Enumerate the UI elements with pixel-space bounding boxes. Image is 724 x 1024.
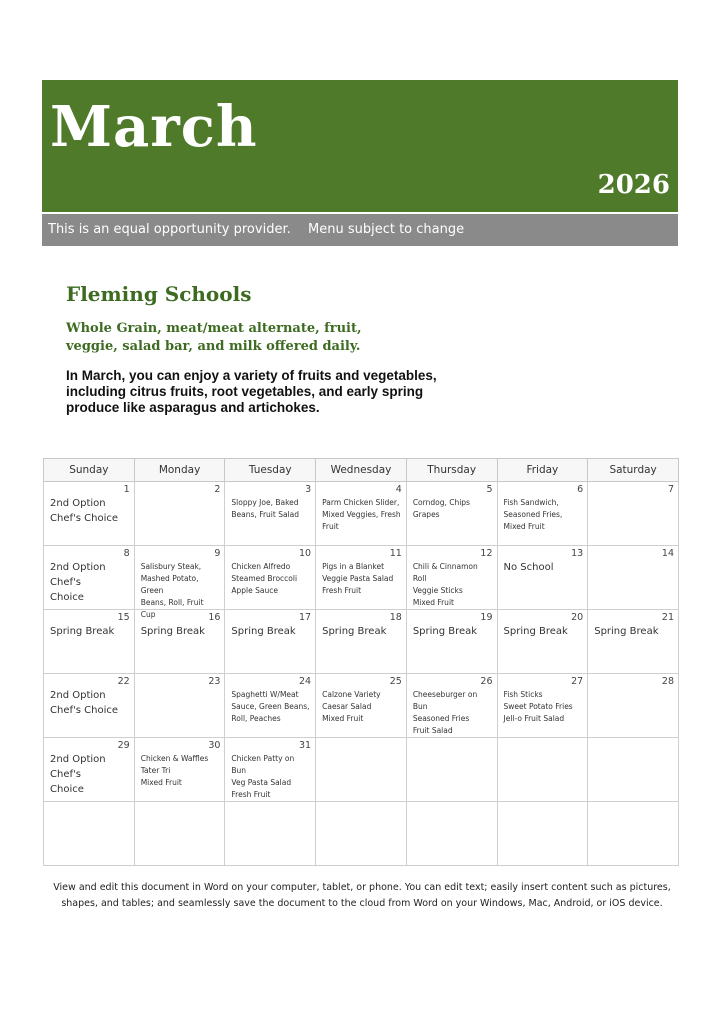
- day-menu: [413, 624, 493, 639]
- menu-line: Veggie Pasta Salad: [322, 574, 394, 583]
- menu-line: Grapes: [412, 510, 440, 519]
- calendar-day-cell: [225, 738, 316, 802]
- menu-line: Spring Break: [50, 626, 115, 637]
- calendar-day-cell: [225, 610, 316, 674]
- calendar-day-cell: [588, 482, 679, 546]
- calendar-day-cell: [134, 482, 225, 546]
- calendar-day-cell: [44, 738, 135, 802]
- notice-strip: [42, 214, 678, 246]
- day-menu: [322, 497, 402, 533]
- menu-line: Tater Tri: [140, 766, 171, 775]
- calendar-day-cell: [406, 802, 497, 866]
- day-number: 8: [123, 548, 130, 559]
- menu-line: 2nd Option: [50, 498, 106, 509]
- calendar-day-cell: [225, 546, 316, 610]
- day-menu: [231, 497, 311, 521]
- day-menu: [50, 496, 130, 526]
- day-menu: [141, 624, 221, 639]
- day-number: 19: [480, 612, 493, 623]
- day-menu: [231, 624, 311, 639]
- intro-text: In March, you can enjoy a variety of fruits and vegetables, including citrus fruits, root vegetables, and early spring produce like asparagus and artichokes.: [66, 368, 437, 415]
- calendar-day-cell: [316, 546, 407, 610]
- menu-line: Parm Chicken Slider,: [322, 498, 400, 507]
- day-number: 15: [117, 612, 130, 623]
- day-menu: [322, 624, 402, 639]
- calendar-day-cell: [44, 674, 135, 738]
- menu-line: Veg Pasta Salad: [231, 778, 292, 787]
- menu-line: Spring Break: [322, 626, 387, 637]
- day-number: 4: [395, 484, 402, 495]
- menu-line: Beans, Roll, Fruit Cup: [140, 598, 204, 619]
- calendar-day-cell: [225, 482, 316, 546]
- day-menu: [231, 561, 311, 597]
- menu-line: Steamed Broccoli: [231, 574, 298, 583]
- menu-line: Jell-o Fruit Salad: [503, 714, 565, 723]
- day-menu: [413, 689, 493, 737]
- day-number: 26: [480, 676, 493, 687]
- day-number: 3: [305, 484, 312, 495]
- day-menu: [504, 497, 584, 533]
- menu-line: Mixed Veggies, Fresh: [322, 510, 401, 519]
- calendar-day-cell: [406, 546, 497, 610]
- day-number: 12: [480, 548, 493, 559]
- menu-line: Sloppy Joe, Baked: [231, 498, 299, 507]
- weekday-header: Sunday: [44, 459, 135, 482]
- calendar-day-cell: [316, 802, 407, 866]
- menu-line: Fish Sandwich,: [503, 498, 559, 507]
- day-number: 17: [299, 612, 312, 623]
- day-number: 1: [123, 484, 130, 495]
- calendar-day-cell: [316, 674, 407, 738]
- day-number: 16: [208, 612, 221, 623]
- day-number: 2: [214, 484, 221, 495]
- day-menu: [50, 752, 130, 797]
- calendar-week-row: [44, 802, 679, 866]
- calendar-day-cell: [588, 610, 679, 674]
- weekday-header: Saturday: [588, 459, 679, 482]
- day-number: 22: [117, 676, 130, 687]
- calendar-day-cell: [497, 546, 588, 610]
- calendar-day-cell: [588, 674, 679, 738]
- day-menu: [413, 497, 493, 521]
- calendar-day-cell: [134, 738, 225, 802]
- day-number: 28: [661, 676, 674, 687]
- day-menu: [50, 688, 130, 718]
- calendar-day-cell: [134, 802, 225, 866]
- calendar-day-cell: [316, 610, 407, 674]
- day-number: 7: [667, 484, 674, 495]
- menu-line: 2nd Option Chef's: [50, 562, 106, 588]
- day-menu: [231, 753, 311, 801]
- day-number: 6: [577, 484, 584, 495]
- menu-line: Beans, Fruit Salad: [231, 510, 300, 519]
- menu-line: Veggie Sticks: [412, 586, 463, 595]
- menu-line: Roll, Peaches: [231, 714, 281, 723]
- day-number: 23: [208, 676, 221, 687]
- menu-line: Fresh Fruit: [322, 586, 362, 595]
- calendar-day-cell: [316, 738, 407, 802]
- school-name: Fleming Schools: [66, 282, 252, 306]
- day-number: 24: [299, 676, 312, 687]
- offered-daily-text: Whole Grain, meat/meat alternate, fruit, veggie, salad bar, and milk offered daily.: [66, 321, 362, 354]
- day-number: 29: [117, 740, 130, 751]
- menu-line: Salisbury Steak,: [140, 562, 202, 571]
- day-menu: [504, 624, 584, 639]
- menu-line: Chef's Choice: [50, 705, 118, 716]
- day-menu: [50, 624, 130, 639]
- calendar-body: [44, 482, 679, 866]
- calendar-day-cell: [316, 482, 407, 546]
- menu-line: Spring Break: [140, 626, 205, 637]
- equal-opportunity-notice: This is an equal opportunity provider.: [48, 222, 291, 237]
- calendar-day-cell: [225, 802, 316, 866]
- calendar-day-cell: [44, 546, 135, 610]
- menu-line: Seasoned Fries: [412, 714, 470, 723]
- menu-line: Fruit Salad: [412, 726, 453, 735]
- day-number: 10: [299, 548, 312, 559]
- menu-line: Spring Break: [231, 626, 296, 637]
- day-menu: [50, 560, 130, 605]
- menu-line: Spring Break: [412, 626, 478, 637]
- calendar-week-row: [44, 546, 679, 610]
- menu-line: Spring Break: [594, 626, 659, 637]
- menu-line: Cheeseburger on Bun: [412, 690, 478, 711]
- day-number: 31: [299, 740, 312, 751]
- calendar-day-cell: [588, 802, 679, 866]
- calendar-day-cell: [406, 482, 497, 546]
- calendar-day-cell: [588, 546, 679, 610]
- menu-change-notice: Menu subject to change: [308, 222, 465, 237]
- menu-line: Mixed Fruit: [322, 714, 364, 723]
- menu-line: Fresh Fruit: [231, 790, 271, 799]
- day-menu: [322, 689, 402, 725]
- menu-line: Mixed Fruit: [412, 598, 454, 607]
- calendar-day-cell: [406, 738, 497, 802]
- day-number: 13: [571, 548, 584, 559]
- menu-line: Chef's Choice: [50, 513, 118, 524]
- calendar-day-cell: [497, 802, 588, 866]
- menu-line: Chicken & Waffles: [140, 754, 209, 763]
- menu-line: Pigs in a Blanket: [322, 562, 385, 571]
- day-number: 18: [389, 612, 402, 623]
- day-number: 25: [389, 676, 402, 687]
- menu-line: Chicken Patty on Bun: [231, 754, 295, 775]
- calendar-day-cell: [588, 738, 679, 802]
- menu-line: Mixed Fruit: [503, 522, 545, 531]
- menu-calendar: [43, 458, 679, 866]
- calendar-day-cell: [134, 610, 225, 674]
- weekday-header: Wednesday: [316, 459, 407, 482]
- menu-line: Fish Sticks: [503, 690, 543, 699]
- day-menu: [322, 561, 402, 597]
- calendar-day-cell: [44, 610, 135, 674]
- day-menu: [504, 689, 584, 725]
- menu-line: Calzone Variety: [322, 690, 381, 699]
- month-banner: [42, 80, 678, 212]
- day-number: 30: [208, 740, 221, 751]
- menu-line: Caesar Salad: [322, 702, 372, 711]
- year-title: 2026: [597, 170, 670, 200]
- weekday-header: Thursday: [406, 459, 497, 482]
- menu-line: Apple Sauce: [231, 586, 278, 595]
- menu-line: Chicken Alfredo: [231, 562, 291, 571]
- menu-line: Chili & Cinnamon Roll: [412, 562, 478, 583]
- day-number: 27: [571, 676, 584, 687]
- calendar-day-cell: [497, 610, 588, 674]
- calendar-day-cell: [406, 674, 497, 738]
- weekday-header-row: [44, 459, 679, 482]
- menu-line: 2nd Option Chef's: [50, 754, 106, 780]
- menu-line: Seasoned Fries,: [503, 510, 563, 519]
- menu-line: 2nd Option: [50, 690, 106, 701]
- calendar-week-row: [44, 610, 679, 674]
- menu-line: Sauce, Green Beans,: [231, 702, 310, 711]
- weekday-header: Friday: [497, 459, 588, 482]
- day-number: 5: [486, 484, 493, 495]
- calendar-day-cell: [406, 610, 497, 674]
- calendar-week-row: [44, 738, 679, 802]
- menu-line: Corndog, Chips: [412, 498, 470, 507]
- menu-line: Spring Break: [503, 626, 568, 637]
- month-title: March: [50, 94, 258, 160]
- calendar-day-cell: [225, 674, 316, 738]
- weekday-header: Monday: [134, 459, 225, 482]
- day-menu: [594, 624, 674, 639]
- day-number: 21: [661, 612, 674, 623]
- menu-line: Choice: [50, 592, 84, 603]
- calendar-day-cell: [44, 482, 135, 546]
- day-number: 14: [661, 548, 674, 559]
- day-menu: [504, 560, 584, 575]
- day-number: 9: [214, 548, 221, 559]
- calendar-day-cell: [497, 738, 588, 802]
- calendar-day-cell: [134, 674, 225, 738]
- calendar-week-row: [44, 482, 679, 546]
- menu-line: Spaghetti W/Meat: [231, 690, 299, 699]
- calendar-day-cell: [44, 802, 135, 866]
- day-number: 20: [571, 612, 584, 623]
- day-menu: [141, 753, 221, 789]
- day-number: 11: [389, 548, 402, 559]
- weekday-header: Tuesday: [225, 459, 316, 482]
- calendar-day-cell: [497, 482, 588, 546]
- calendar-day-cell: [497, 674, 588, 738]
- menu-line: Mixed Fruit: [140, 778, 182, 787]
- menu-line: No School: [503, 562, 554, 573]
- footer-text: View and edit this document in Word on your computer, tablet, or phone. You can edit text; easily insert content such as pictures, shapes, and tables; and seamlessly save the document to the cloud from Word on your Windows, Mac, Android, or iOS device.: [53, 882, 671, 909]
- menu-line: Fruit: [322, 522, 339, 531]
- day-menu: [413, 561, 493, 609]
- menu-line: Choice: [50, 784, 84, 795]
- menu-line: Mashed Potato, Green: [140, 574, 199, 595]
- day-menu: [231, 689, 311, 725]
- calendar-week-row: [44, 674, 679, 738]
- menu-line: Sweet Potato Fries: [503, 702, 573, 711]
